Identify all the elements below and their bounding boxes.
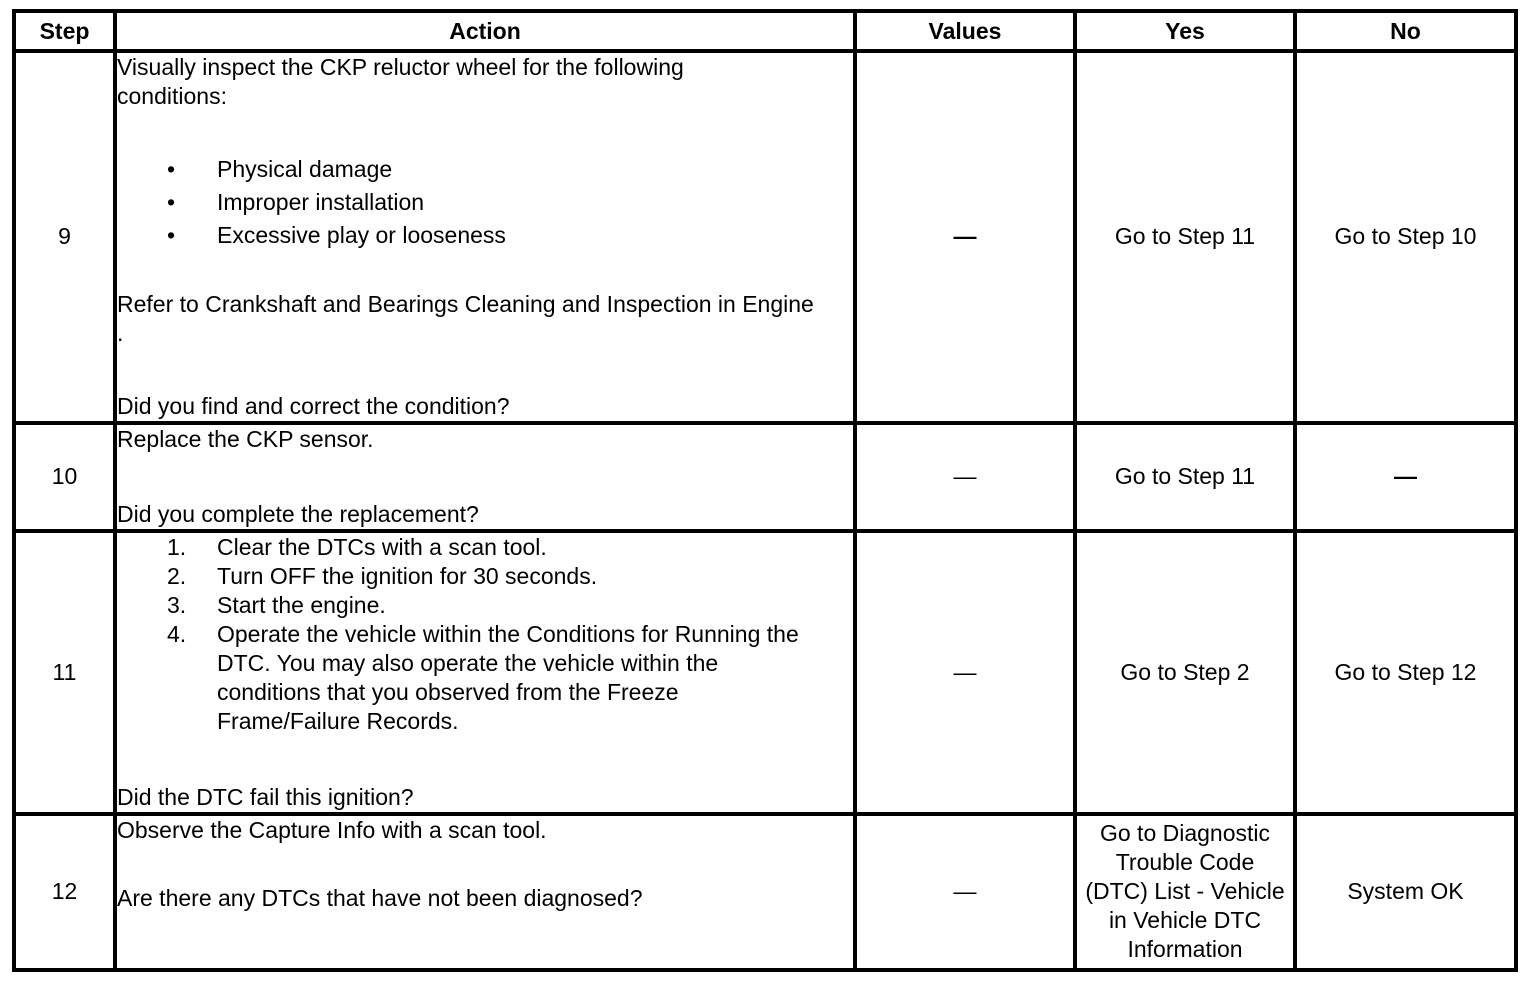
table-row [14,814,1516,970]
list-item: • Physical damage [117,153,853,186]
step-number: 10 [14,423,115,531]
action-reference: Refer to Crankshaft and Bearings Cleaning and Inspection in Engine . [117,291,814,346]
values-cell [855,814,1075,970]
bullet-icon: • [167,156,176,182]
diagnostic-table [12,9,1518,972]
header-no: No [1295,11,1516,51]
yes-link-text: Go to Diagnostic Trouble Code (DTC) List - Vehicle in Vehicle DTC Information [1085,820,1285,963]
yes-cell: Go to Step 11 [1075,423,1295,531]
list-item: • Improper installation [117,186,853,219]
action-question: Did you find and correct the condition? [117,392,510,419]
dash-value: — [953,658,977,685]
table-row [14,51,1516,423]
list-item: • Excessive play or looseness [117,219,853,252]
table-row [14,423,1516,531]
values-cell [855,423,1075,531]
yes-cell: Go to Step 2 [1075,531,1295,814]
action-question: Did the DTC fail this ignition? [117,783,414,810]
action-intro: Visually inspect the CKP reluctor wheel for the following conditions: [117,54,684,109]
header-values: Values [855,11,1075,51]
values-cell [855,531,1075,814]
dash-value: — [953,878,977,905]
values-cell [855,51,1075,423]
action-cell [115,423,855,531]
action-intro: Replace the CKP sensor. [117,425,374,452]
action-cell [115,814,855,970]
yes-cell [1075,814,1295,970]
bullet-icon: • [167,189,176,215]
action-intro: Observe the Capture Info with a scan tool. [117,816,547,843]
dash-value: — [1394,463,1417,490]
list-item: 3. Start the engine. [167,592,386,619]
list-item: 1. Clear the DTCs with a scan tool. [167,534,547,561]
table-row [14,531,1516,814]
action-question: Did you complete the replacement? [117,501,479,528]
action-cell [115,531,855,814]
no-cell: Go to Step 10 [1295,51,1516,423]
no-cell: System OK [1295,814,1516,970]
step-number: 9 [14,51,115,423]
no-cell [1295,423,1516,531]
step-number: 11 [14,531,115,814]
list-item: 4. Operate the vehicle within the Conditions for Running the DTC. You may also operate the vehicle within the conditions that you observed from the Freeze Frame/Failure Records. [167,621,799,735]
dash-value: — [953,463,977,490]
no-cell: Go to Step 12 [1295,531,1516,814]
header-step: Step [14,11,115,51]
condition-list [117,153,853,252]
header-action: Action [115,11,855,51]
action-cell [115,51,855,423]
bullet-icon: • [167,222,176,248]
step-number: 12 [14,814,115,970]
action-question: Are there any DTCs that have not been diagnosed? [117,884,643,911]
list-item: 2. Turn OFF the ignition for 30 seconds. [167,563,598,590]
yes-cell: Go to Step 11 [1075,51,1295,423]
procedure-list [117,533,827,736]
header-row [14,11,1516,51]
header-yes: Yes [1075,11,1295,51]
dash-value: — [953,223,977,250]
